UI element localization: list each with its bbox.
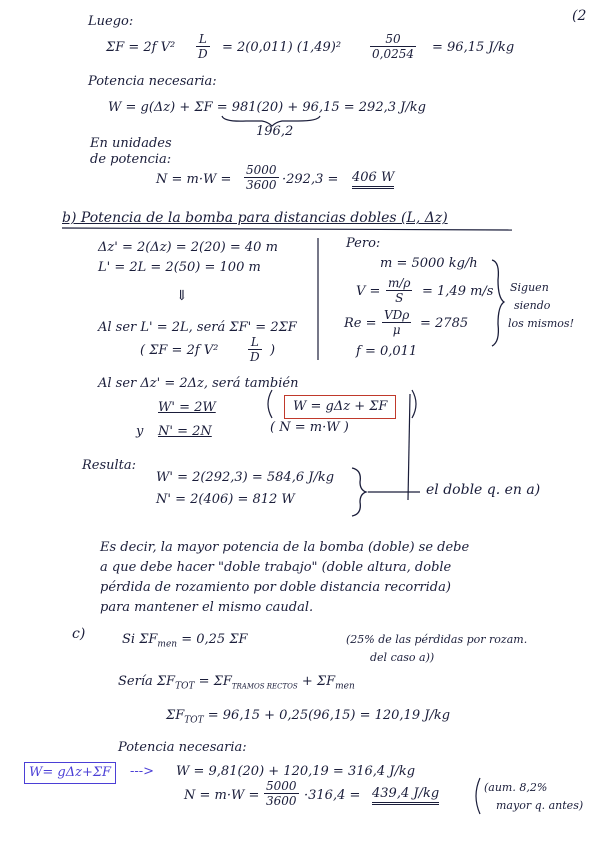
w-equation-c: W = 9,81(20) + 120,19 = 316,4 J/kg [176,764,416,779]
al-ser-l: Al ser L' = 2L, será ΣF' = 2ΣF [98,320,297,335]
reynolds-fraction [382,308,411,337]
sumf-frac2-num: 50 [370,32,416,47]
sumf-rel-num: L [248,335,262,350]
paren-aumento [476,778,480,814]
sumf-fraction-2 [370,32,416,61]
conclusion-line-4: para mantener el mismo caudal. [100,600,314,615]
velocity-lhs: V = [356,284,381,299]
mass-flow: m = 5000 kg/h [380,256,478,271]
n-fraction [244,163,279,192]
w-subcalc: 196,2 [256,124,294,139]
resulta-label: Resulta: [82,458,137,473]
w-equation: W = g(Δz) + ΣF = 981(20) + 96,15 = 292,3 J/kg [108,100,426,115]
aumento-note-2: mayor q. antes) [496,799,584,812]
y-conjunction: y [136,424,144,439]
pero-label: Pero: [346,236,381,251]
unidades-label-1: En unidades [90,136,172,151]
conclusion-line-2: a que debe hacer "doble trabajo" (doble altura, doble [100,560,452,575]
right-brace-siguen [492,260,504,346]
seria-mid: = ΣF [198,674,232,689]
note-perdidas-2: del caso a)) [370,651,435,664]
sumf-relation-close: ) [270,343,276,358]
sumf-frac-den: D [198,47,208,61]
seria-sub3: men [335,681,355,692]
n-prime-result: N' = 2(406) = 812 W [156,492,295,507]
si-condition [122,632,248,653]
ftot-rest: = 96,15 + 0,25(96,15) = 120,19 J/kg [207,708,451,723]
reynolds-num: VDρ [384,308,410,322]
velocity-result: = 1,49 m/s [422,284,494,299]
paren-left [268,390,272,418]
si-text: Si ΣF [122,632,158,647]
seria-sub: TOT [175,681,195,692]
sumf-fraction [196,32,210,61]
sumf-relation-fraction [248,335,262,364]
luego-label: Luego: [88,14,134,29]
sumf-result: = 96,15 J/kg [432,40,515,55]
si-subscript: men [157,639,178,650]
friction-factor: f = 0,011 [356,344,418,359]
n-frac-den: 3600 [246,178,277,192]
conclusion-line-1: Es decir, la mayor potencia de la bomba (doble) se debe [100,540,470,555]
boxed-energy-equation: W = gΔz + ΣF [284,395,396,419]
sumf-lhs: ΣF = 2f V² [106,40,176,55]
n-result: 406 W [352,170,394,189]
page-number: (2 [572,8,587,24]
n-frac-num: 5000 [246,163,277,177]
seria-equation [118,674,355,695]
ftot-sub: TOT [184,715,204,726]
w-double: W' = 2W [158,400,216,415]
velocity-den: S [395,291,404,305]
aumento-note-1: (aum. 8,2% [484,781,548,794]
seria-sub2: TRAMOS RECTOS [231,682,298,691]
title-underline [62,228,512,230]
n-result-c: 439,4 J/kg [372,786,439,805]
velocity-fraction [386,276,412,305]
section-b-title: b) Potencia de la bomba para distancias dobles (L, Δz) [62,210,448,226]
l-prime: L' = 2L = 2(50) = 100 m [98,260,261,275]
conclusion-line-3: pérdida de rozamiento por doble distancia recorrida) [100,580,451,595]
right-brace-resulta [352,468,366,516]
seria-end: + ΣF [301,674,336,689]
dz-prime: Δz' = 2(Δz) = 2(20) = 40 m [98,240,278,255]
side-arrow: ---> [130,764,155,779]
el-doble-note: el doble q. en a) [426,482,541,498]
si-rest: = 0,25 ΣF [181,632,248,647]
siguen-note-2: siendo [514,299,551,312]
reynolds-lhs: Re = [344,316,377,331]
note-perdidas-1: (25% de las pérdidas por rozam. [346,633,528,646]
ftot-text: ΣF [166,708,185,723]
siguen-note-1: Siguen [510,281,549,294]
al-ser-dz: Al ser Δz' = 2Δz, será también [98,376,299,391]
vertical-divider-2 [408,394,410,500]
reynolds-den: μ [392,323,401,337]
sumf-frac-num: L [196,32,210,47]
section-c-label: c) [72,626,86,642]
n-den-c: 3600 [266,794,297,808]
implies-arrow: ⇓ [176,288,188,304]
ftot-equation [166,708,450,729]
velocity-num: m/ρ [388,276,411,290]
sumf-relation-lhs: ( ΣF = 2f V² [140,343,219,358]
siguen-note-3: los mismos! [508,317,574,330]
n-fraction-c [264,779,299,808]
n-rest-c: ·316,4 = [304,788,361,803]
unidades-label-2: de potencia: [90,152,172,167]
n-double: N' = 2N [158,424,212,439]
side-boxed-equation: W= gΔz+ΣF [24,762,116,784]
n-rest: ·292,3 = [282,172,339,187]
potencia-label: Potencia necesaria: [88,74,217,89]
seria-text: Sería ΣF [118,674,176,689]
sumf-rel-den: D [250,350,260,364]
sumf-frac2-den: 0,0254 [372,47,414,61]
n-paren-equation: ( N = m·W ) [270,420,349,435]
n-num-c: 5000 [266,779,297,793]
n-lhs: N = m·W = [156,172,232,187]
paren-right [412,390,416,418]
n-lhs-c: N = m·W = [184,788,260,803]
potencia-label-c: Potencia necesaria: [118,740,247,755]
reynolds-result: = 2785 [420,316,469,331]
w-prime-result: W' = 2(292,3) = 584,6 J/kg [156,470,335,485]
sumf-mid: = 2(0,011) (1,49)² [222,40,342,55]
